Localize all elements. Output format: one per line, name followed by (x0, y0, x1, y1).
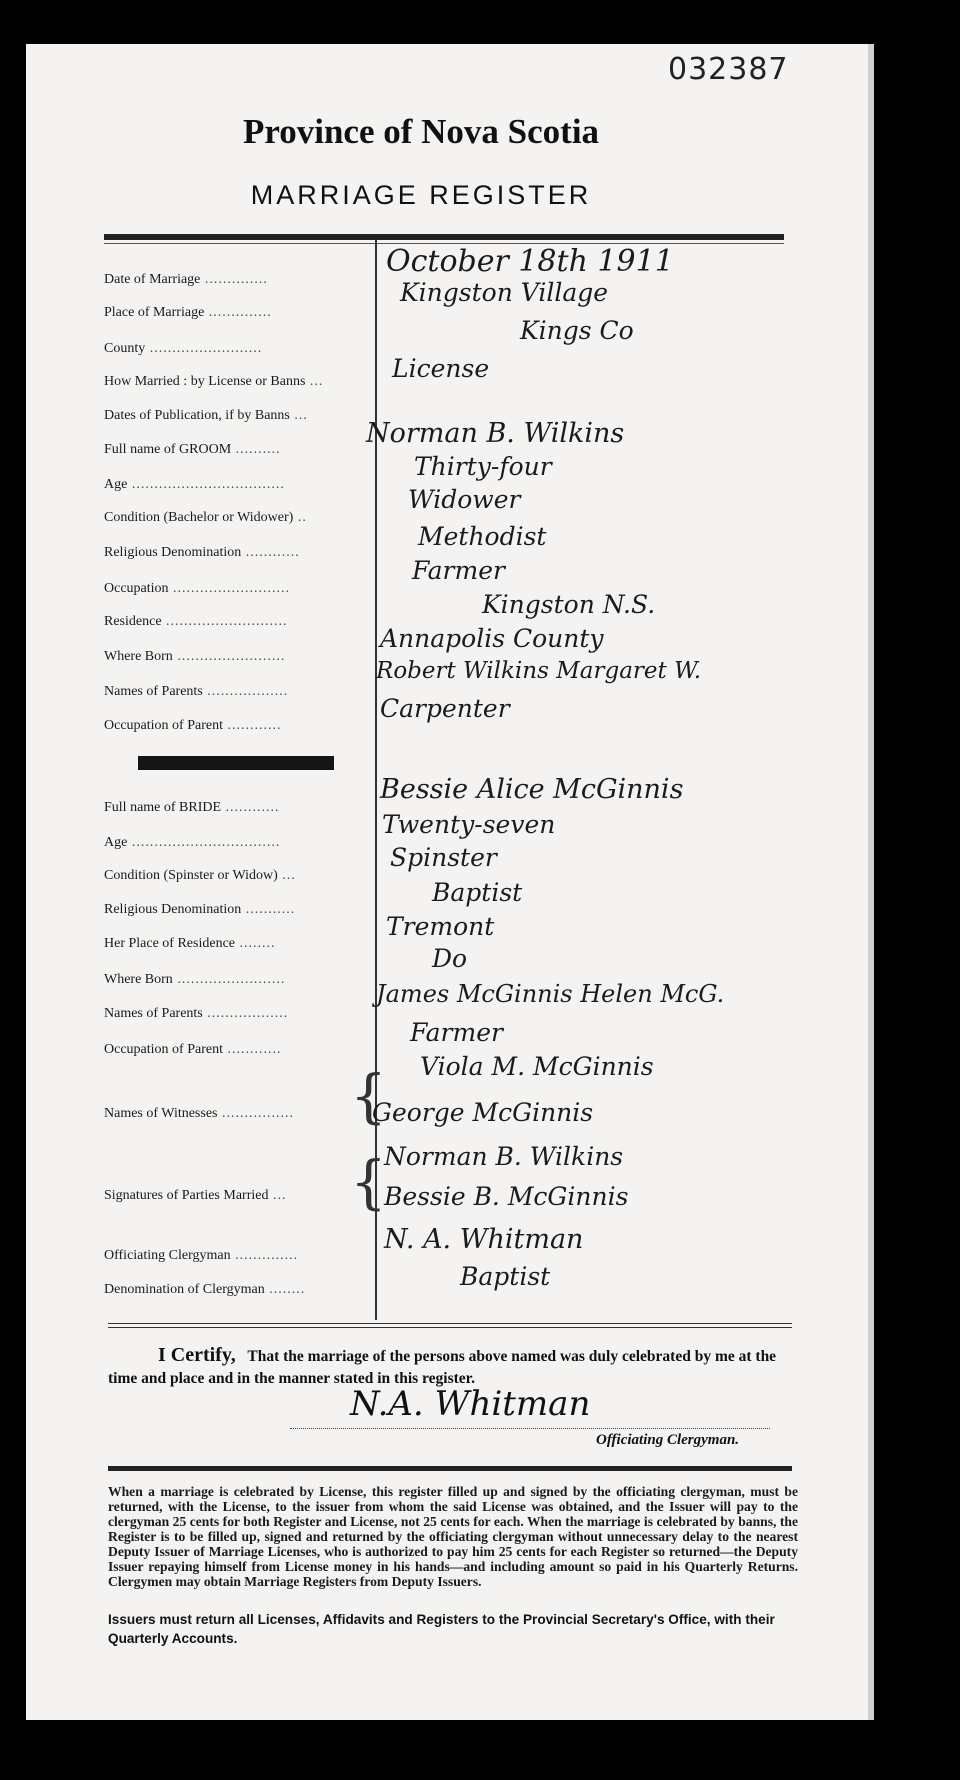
groom-signature-value: Norman B. Wilkins (384, 1142, 624, 1171)
groom-name-value: Norman B. Wilkins (366, 418, 625, 449)
header-rule (104, 234, 784, 240)
witness-1-value: Viola M. McGinnis (420, 1052, 654, 1081)
field-label: Occupation .......................... (104, 581, 291, 596)
field-label: Names of Parents .................. (104, 1006, 289, 1021)
bride-condition-value: Spinster (390, 843, 497, 872)
field-label: County ......................... (104, 341, 263, 356)
field-label: How Married : by License or Banns ... (104, 374, 324, 389)
field-label: Officiating Clergyman .............. (104, 1248, 299, 1263)
field-label: Names of Parents .................. (104, 684, 289, 699)
field-label: Occupation of Parent ............ (104, 1042, 282, 1057)
bride-section-bar (138, 756, 334, 770)
field-label: Her Place of Residence ........ (104, 936, 276, 951)
field-label: Where Born ........................ (104, 649, 286, 664)
instructions-notice: When a marriage is celebrated by License, this register filled up and signed by the officiating clergyman, must be returned, with the License, to the issuer from whom the said License was obtained, and the Issuer will pay to the clergyman 25 cents for both Register and License, not 25 cents for each. When the marriage is celebrated by banns, the Register is to be filled up, signed and returned by the officiating clergyman without unnecessary delay to the nearest Deputy Issuer of Marriage Licenses, who is authorized to pay him 25 cents for each Register so returned—the Deputy Issuer repaying himself from License money in his hands—and including amount so paid in his Quarterly Returns. Clergymen may obtain Marriage Registers from Deputy Issuers. (108, 1484, 798, 1589)
clergyman-signature: N.A. Whitman (350, 1384, 591, 1424)
bride-parent-occupation-value: Farmer (410, 1018, 503, 1047)
clergyman-value: N. A. Whitman (384, 1224, 584, 1255)
page-subtitle: MARRIAGE REGISTER (250, 180, 592, 210)
bride-residence-value: Tremont (386, 912, 495, 941)
bride-religion-value: Baptist (432, 878, 523, 907)
groom-parents-value: Robert Wilkins Margaret W. (376, 658, 701, 684)
groom-age-value: Thirty-four (414, 452, 552, 481)
field-label: Religious Denomination ........... (104, 902, 296, 917)
issuers-notice: Issuers must return all Licenses, Affidavits and Registers to the Provincial Secretary's Office, with their Quarterly Accounts. (108, 1612, 775, 1646)
field-label: Religious Denomination ............ (104, 545, 300, 560)
field-label: Condition (Spinster or Widow) ... (104, 868, 296, 883)
place-of-marriage-value: Kingston Village (400, 278, 609, 307)
signatures-brace: { (350, 1148, 387, 1216)
groom-birthplace-value: Annapolis County (380, 624, 604, 653)
bride-parents-value: James McGinnis Helen McG. (376, 980, 725, 1008)
page-edge (868, 44, 874, 1720)
groom-occupation-value: Farmer (412, 556, 505, 585)
field-label: Date of Marriage .............. (104, 272, 268, 287)
groom-condition-value: Widower (408, 485, 521, 514)
section-rule (108, 1323, 792, 1324)
field-label: Full name of GROOM .......... (104, 442, 281, 457)
document-number: 032387 (668, 52, 789, 87)
field-label: Condition (Bachelor or Widower) .. (104, 510, 307, 525)
field-label: Residence ........................... (104, 614, 288, 629)
bride-age-value: Twenty-seven (382, 810, 556, 839)
witness-2-value: George McGinnis (372, 1098, 594, 1127)
groom-residence-value: Kingston N.S. (482, 590, 656, 619)
page-title: Province of Nova Scotia (242, 112, 600, 151)
field-label: Denomination of Clergyman ........ (104, 1282, 306, 1297)
bride-signature-value: Bessie B. McGinnis (384, 1182, 629, 1211)
signature-line (290, 1428, 770, 1429)
groom-religion-value: Methodist (418, 522, 547, 551)
signature-caption: Officiating Clergyman. (596, 1432, 740, 1448)
clergy-denomination-value: Baptist (460, 1262, 551, 1291)
notice-rule (108, 1466, 792, 1471)
certify-heading: I Certify, (158, 1344, 236, 1366)
field-label: Place of Marriage .............. (104, 305, 272, 320)
field-label: Age ................................. (104, 835, 281, 850)
field-label: Where Born ........................ (104, 972, 286, 987)
county-value: Kings Co (520, 316, 634, 345)
witnesses-brace: { (350, 1062, 387, 1130)
field-label: Full name of BRIDE ............ (104, 800, 280, 815)
groom-parent-occupation-value: Carpenter (380, 694, 510, 723)
field-label: Signatures of Parties Married ... (104, 1188, 287, 1203)
certify-text: That the marriage of the persons above named was duly celebrated by me at the time and place and in the manner stated in this register. (108, 1348, 777, 1387)
field-label: Age .................................. (104, 477, 285, 492)
bride-birthplace-value: Do (432, 944, 468, 973)
field-label: Occupation of Parent ............ (104, 718, 282, 733)
how-married-value: License (392, 354, 490, 383)
bride-name-value: Bessie Alice McGinnis (380, 774, 684, 805)
date-of-marriage-value: October 18th 1911 (386, 244, 674, 279)
section-rule-double (108, 1327, 792, 1328)
field-label: Dates of Publication, if by Banns ... (104, 408, 308, 423)
field-label: Names of Witnesses ................ (104, 1106, 294, 1121)
